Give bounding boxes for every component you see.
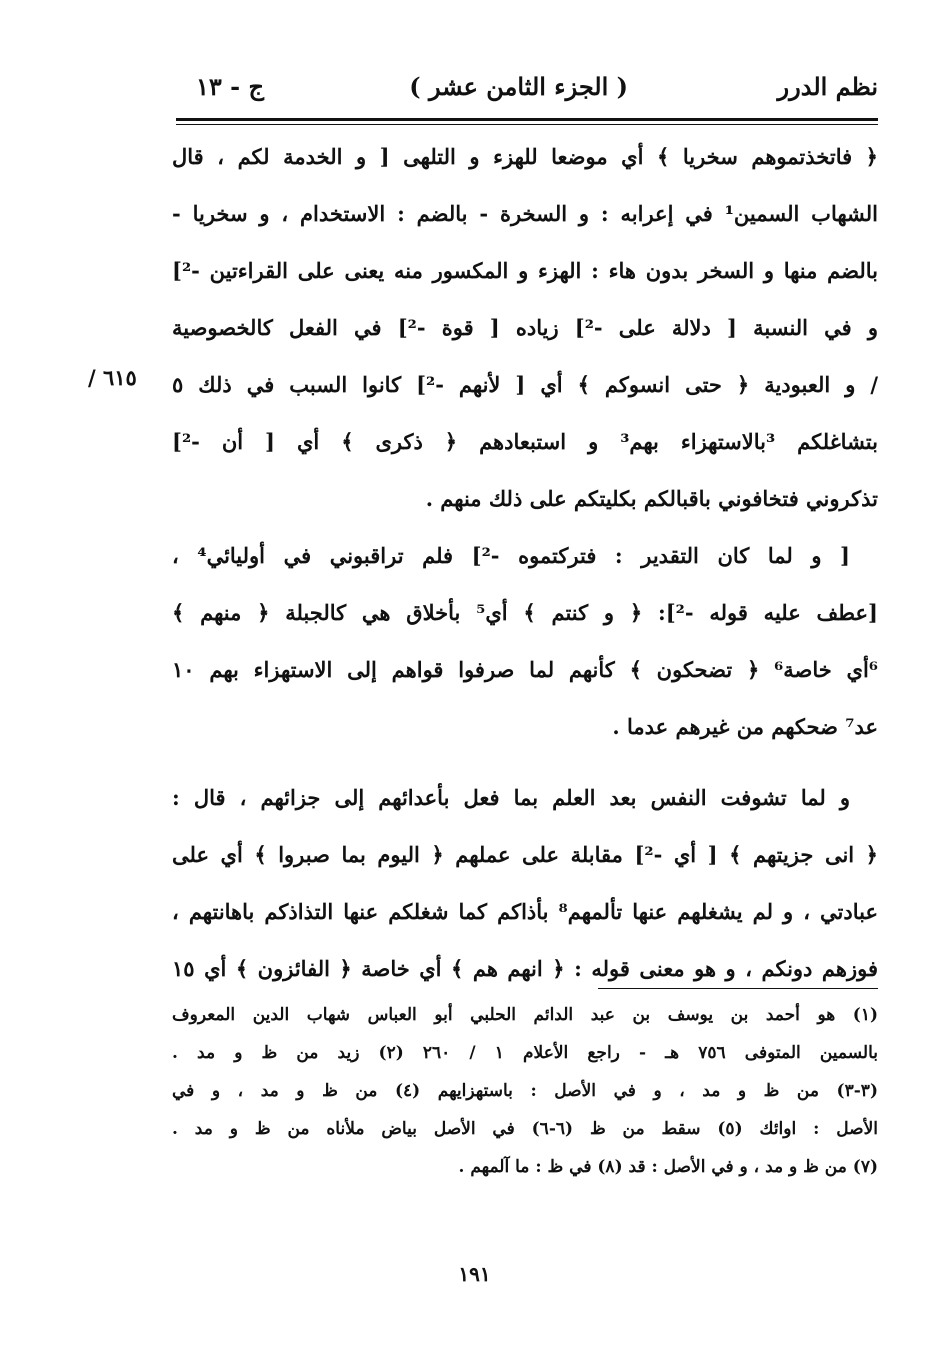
text-line: / و العبودية ﴿ حتى انسوكم ﴾ أي [ لأنهم -²] كانوا السبب في ذلك ٥ bbox=[172, 372, 878, 397]
part-label: ( الجزء الثامن عشر ) bbox=[409, 72, 628, 101]
text-line: تذكروني فتخافوني باقبالكم بكليتكم على ذلك منهم . bbox=[425, 486, 878, 511]
footnotes bbox=[172, 996, 878, 1186]
margin-page-ref: ٦١٥ / bbox=[88, 365, 137, 390]
text-line: ﴿ فاتخذتموهم سخريا ﴾ أي موضعا للهزء و التلهى [ و الخدمة لكم ، قال bbox=[172, 144, 878, 169]
text-line: ⁶أي خاصة⁶ ﴿ تضحكون ﴾ كأنهم لما صرفوا قواهم إلى الاستهزاء بهم ١٠ bbox=[172, 657, 878, 682]
footnote-line: الأصل : اوائك (٥) سقط من ظ (٦-٦) في الأصل بياض ملأناه من ظ و مد . bbox=[172, 1119, 878, 1139]
text-line: بتشاغلكم ³بالاستهزاء بهم³ و استبعادهم ﴿ ذكرى ﴾ أي [ أن -²] bbox=[172, 429, 878, 454]
text-line: عبادتي ، و لم يشغلهم عنها تألمهم⁸ بأذاكم كما شغلكم عنها التذاذكم باهانتهم ، bbox=[172, 899, 878, 924]
header-rule-thick bbox=[176, 118, 878, 121]
page-number: ١٩١ bbox=[458, 1262, 491, 1286]
book-title: نظم الدرر bbox=[777, 72, 878, 101]
text-line: فوزهم دونكم ، و هو معنى قوله : ﴿ انهم هم ﴾ أي خاصة ﴿ الفائزون ﴾ أي ١٥ bbox=[172, 956, 878, 981]
text-line: و في النسبة [ دلالة على -²] زياده [ قوة -²] في الفعل كالخصوصية bbox=[172, 315, 878, 340]
footnote-rule bbox=[598, 988, 878, 989]
footnote-line: (٣-٣) من ظ و مد ، و في الأصل : باستهزايهم (٤) من ظ و مد ، و في bbox=[172, 1081, 878, 1101]
text-line: بالضم منها و السخر بدون هاء : الهزء و المكسور منه يعنى على القراءتين -²] bbox=[172, 258, 878, 283]
footnote-line: بالسمين المتوفى ٧٥٦ هـ - راجع الأعلام ١ / ٢٦٠ (٢) زيد من ظ و مد . bbox=[172, 1043, 878, 1063]
text-line: [ و لما كان التقدير : فتركتموه -²] فلم تراقبوني في أوليائي⁴ ، bbox=[172, 543, 850, 568]
text-line: و لما تشوفت النفس بعد العلم بما فعل بأعدائهم إلى جزائهم ، قال : bbox=[172, 785, 850, 810]
header-rule-thin bbox=[176, 124, 878, 125]
text-line: ﴿ انى جزيتهم ﴾ [ أي -²] مقابلة على عملهم ﴿ اليوم بما صبروا ﴾ أي على bbox=[172, 842, 878, 867]
text-line: [عطف عليه قوله -²]: ﴿ و كنتم ﴾ أي⁵ بأخلاق هي كالجبلة ﴿ منهم ﴾ bbox=[172, 600, 878, 625]
paragraph-gap bbox=[172, 755, 878, 769]
volume-ref: ج - ١٣ bbox=[196, 72, 264, 101]
footnote-line: (٧) من ظ و مد ، و في الأصل : قد (٨) في ظ : ما آلمهم . bbox=[458, 1157, 878, 1177]
text-line: الشهاب السمين¹ في إعرابه : و السخرة - بالضم : الاستخدام ، و سخريا - bbox=[172, 201, 878, 226]
footnote-line: (١) هو أحمد بن يوسف بن عبد الدائم الحلبي أبو العباس شهاب الدين المعروف bbox=[172, 1005, 878, 1025]
main-text bbox=[172, 128, 878, 997]
running-header bbox=[178, 68, 878, 116]
text-line: عد⁷ ضحكهم من غيرهم عدما . bbox=[612, 714, 878, 739]
